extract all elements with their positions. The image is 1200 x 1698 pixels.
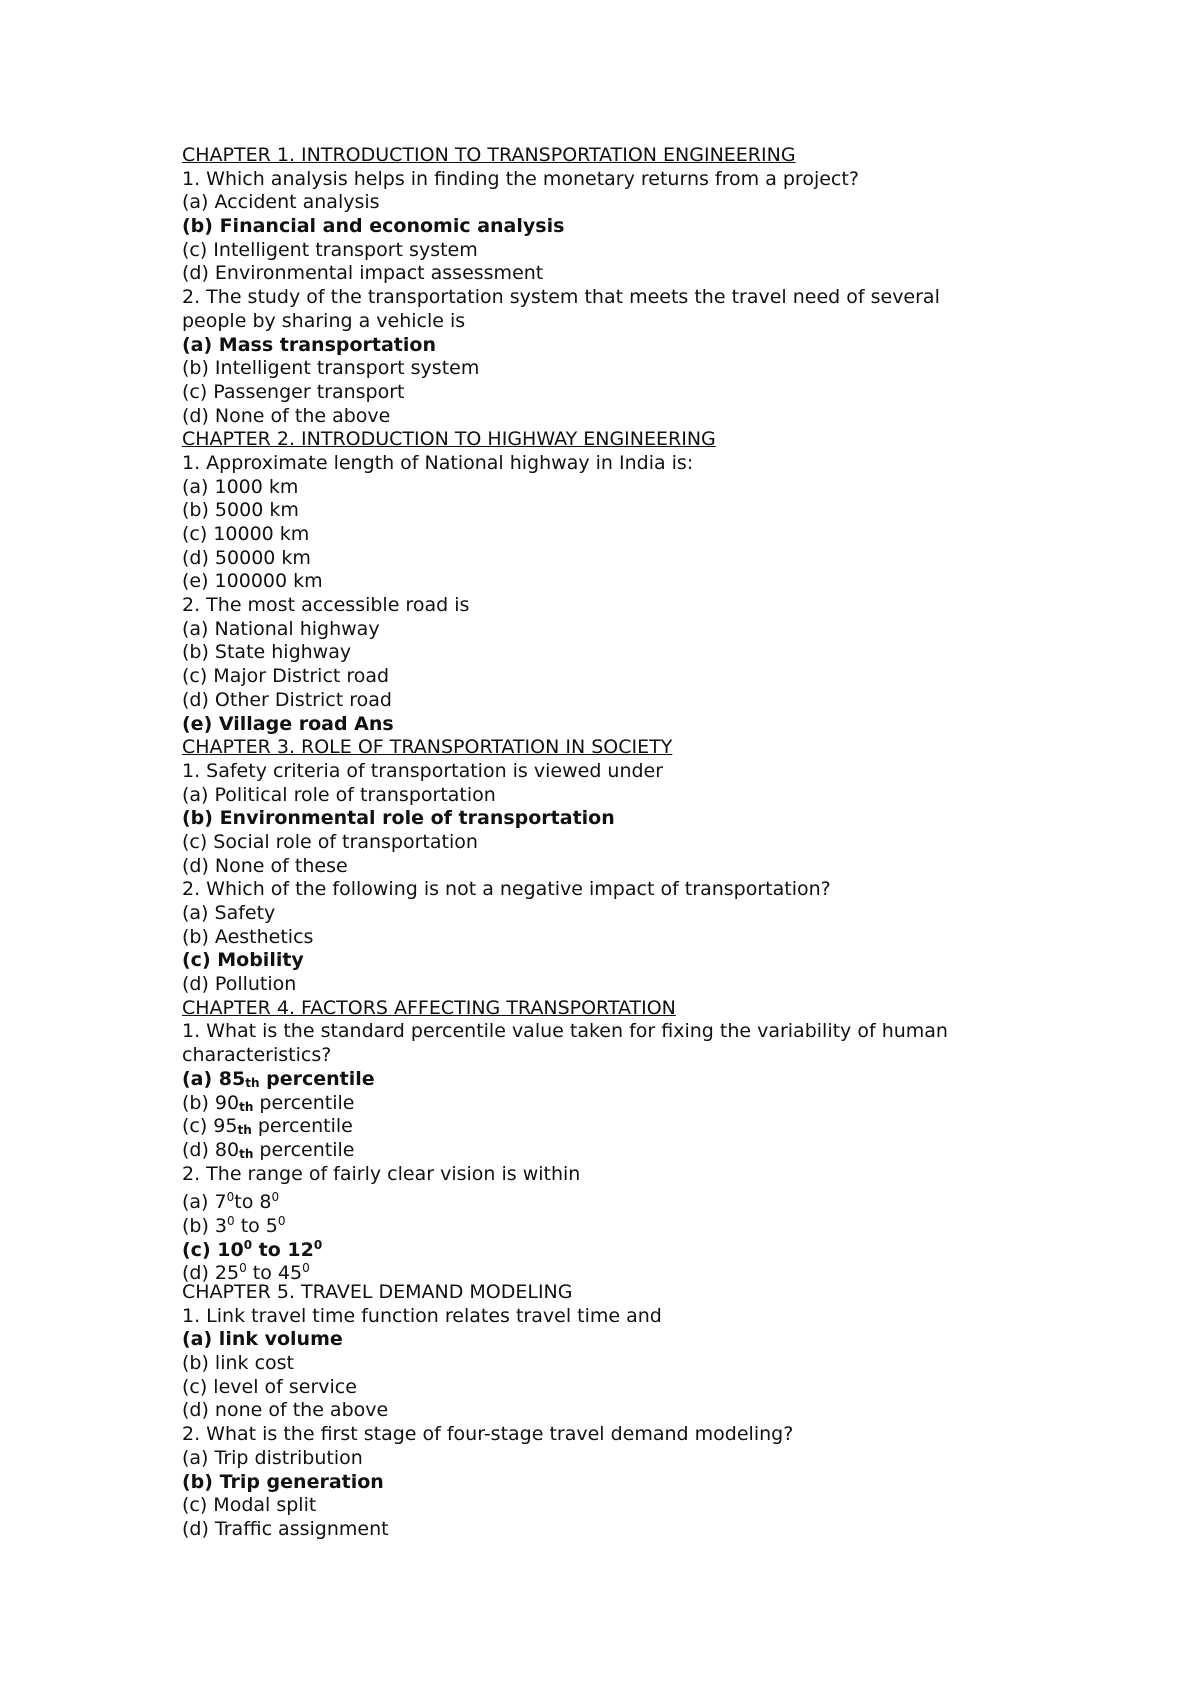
degree-superscript: 0 bbox=[277, 1213, 286, 1228]
text-segment: (d) 80 bbox=[182, 1138, 240, 1161]
degree-superscript: 0 bbox=[226, 1190, 235, 1205]
answer-option: (c) Intelligent transport system bbox=[182, 238, 478, 261]
text-segment: (d) 25 bbox=[182, 1262, 240, 1285]
answer-option: (a) Accident analysis bbox=[182, 191, 380, 214]
answer-option: (c) Social role of transportation bbox=[182, 830, 478, 853]
correct-answer-option: (a) Mass transportation bbox=[182, 333, 436, 356]
answer-option: (d) Pollution bbox=[182, 973, 297, 996]
subscript-text: th bbox=[245, 1075, 260, 1090]
answer-option bbox=[182, 1210, 1142, 1237]
text-segment: (a) 7 bbox=[182, 1191, 227, 1214]
text-segment: (b) 90 bbox=[182, 1091, 240, 1114]
degree-superscript: 0 bbox=[302, 1261, 310, 1276]
answer-option: (e) 100000 km bbox=[182, 570, 323, 593]
chapter-heading: CHAPTER 1. INTRODUCTION TO TRANSPORTATION ENGINEERING bbox=[182, 144, 796, 166]
answer-option: (b) Intelligent transport system bbox=[182, 357, 480, 380]
correct-answer-option bbox=[182, 1068, 1142, 1092]
answer-option: (b) State highway bbox=[182, 641, 352, 664]
answer-option: (b) link cost bbox=[182, 1352, 294, 1375]
answer-option: (d) none of the above bbox=[182, 1399, 389, 1422]
degree-superscript: 0 bbox=[243, 1237, 253, 1252]
correct-answer-option: (c) Mobility bbox=[182, 949, 304, 972]
answer-option: (d) None of these bbox=[182, 854, 348, 877]
answer-option: (a) 1000 km bbox=[182, 475, 299, 498]
answer-option: (d) 50000 km bbox=[182, 546, 311, 569]
subscript-text: th bbox=[239, 1146, 254, 1161]
answer-option: (a) Trip distribution bbox=[182, 1446, 363, 1469]
question-text: characteristics? bbox=[182, 1044, 332, 1067]
answer-option: (c) level of service bbox=[182, 1375, 357, 1398]
chapter-heading: CHAPTER 3. ROLE OF TRANSPORTATION IN SOCIETY bbox=[182, 736, 673, 759]
answer-option: (b) Aesthetics bbox=[182, 925, 314, 948]
question-text: 2. The range of fairly clear vision is within bbox=[182, 1162, 581, 1185]
question-text: 2. The most accessible road is bbox=[182, 594, 470, 617]
subscript-text: th bbox=[239, 1099, 254, 1114]
degree-superscript: 0 bbox=[271, 1190, 280, 1205]
answer-option: (d) None of the above bbox=[182, 404, 391, 427]
correct-answer-option: (a) link volume bbox=[182, 1328, 343, 1351]
text-segment: (b) 3 bbox=[182, 1214, 228, 1237]
question-text: 2. What is the first stage of four-stage travel demand modeling? bbox=[182, 1423, 794, 1446]
answer-option: (b) 5000 km bbox=[182, 499, 299, 522]
answer-option: (c) Major District road bbox=[182, 665, 390, 688]
text-segment: percentile bbox=[259, 1067, 375, 1090]
question-text: 1. What is the standard percentile value taken for fixing the variability of human bbox=[182, 1020, 948, 1043]
question-text: 2. The study of the transportation system that meets the travel need of several bbox=[182, 286, 940, 309]
degree-superscript: 0 bbox=[227, 1213, 235, 1228]
degree-superscript: 0 bbox=[239, 1261, 247, 1276]
text-segment: to 12 bbox=[252, 1238, 314, 1261]
chapter-heading: CHAPTER 4. FACTORS AFFECTING TRANSPORTATION bbox=[182, 996, 676, 1019]
answer-option bbox=[182, 1115, 1142, 1139]
document-page bbox=[182, 144, 1142, 1542]
text-segment: to 5 bbox=[234, 1214, 278, 1237]
text-segment: to 8 bbox=[234, 1191, 272, 1214]
text-segment: (c) 10 bbox=[182, 1238, 244, 1261]
text-segment: percentile bbox=[253, 1138, 355, 1161]
answer-option: (d) Other District road bbox=[182, 688, 392, 711]
question-text: 1. Which analysis helps in finding the monetary returns from a project? bbox=[182, 167, 859, 190]
question-text: 1. Approximate length of National highway in India is: bbox=[182, 451, 694, 474]
question-text: people by sharing a vehicle is bbox=[182, 309, 466, 332]
text-segment: percentile bbox=[251, 1115, 353, 1138]
answer-option: (a) Political role of transportation bbox=[182, 783, 496, 806]
question-text: 1. Safety criteria of transportation is viewed under bbox=[182, 759, 664, 782]
chapter-heading: CHAPTER 2. INTRODUCTION TO HIGHWAY ENGINEERING bbox=[182, 428, 716, 451]
text-segment: percentile bbox=[253, 1091, 355, 1114]
answer-option: (d) Traffic assignment bbox=[182, 1517, 389, 1540]
text-segment: to 45 bbox=[246, 1262, 303, 1285]
correct-answer-option bbox=[182, 1234, 1142, 1261]
answer-option bbox=[182, 1092, 1142, 1116]
correct-answer-option: (b) Environmental role of transportation bbox=[182, 807, 615, 830]
subscript-text: th bbox=[237, 1123, 252, 1138]
text-segment: (a) 85 bbox=[182, 1067, 246, 1090]
answer-option: (a) National highway bbox=[182, 617, 380, 640]
correct-answer-option: (b) Financial and economic analysis bbox=[182, 215, 565, 238]
answer-option: (c) Passenger transport bbox=[182, 380, 405, 403]
answer-option: (a) Safety bbox=[182, 902, 276, 924]
question-text: 1. Link travel time function relates travel time and bbox=[182, 1304, 662, 1327]
correct-answer-option: (b) Trip generation bbox=[182, 1470, 384, 1493]
answer-option: (d) Environmental impact assessment bbox=[182, 262, 544, 285]
answer-option bbox=[182, 1186, 1142, 1214]
degree-superscript: 0 bbox=[313, 1237, 323, 1252]
question-text: 2. Which of the following is not a negative impact of transportation? bbox=[182, 878, 831, 901]
correct-answer-option: (e) Village road Ans bbox=[182, 712, 394, 735]
chapter-heading: CHAPTER 5. TRAVEL DEMAND MODELING bbox=[182, 1281, 573, 1303]
answer-option bbox=[182, 1139, 1142, 1163]
answer-option: (c) 10000 km bbox=[182, 523, 310, 545]
answer-option bbox=[182, 1257, 1142, 1285]
text-segment: (c) 95 bbox=[182, 1115, 238, 1138]
answer-option: (c) Modal split bbox=[182, 1494, 317, 1517]
